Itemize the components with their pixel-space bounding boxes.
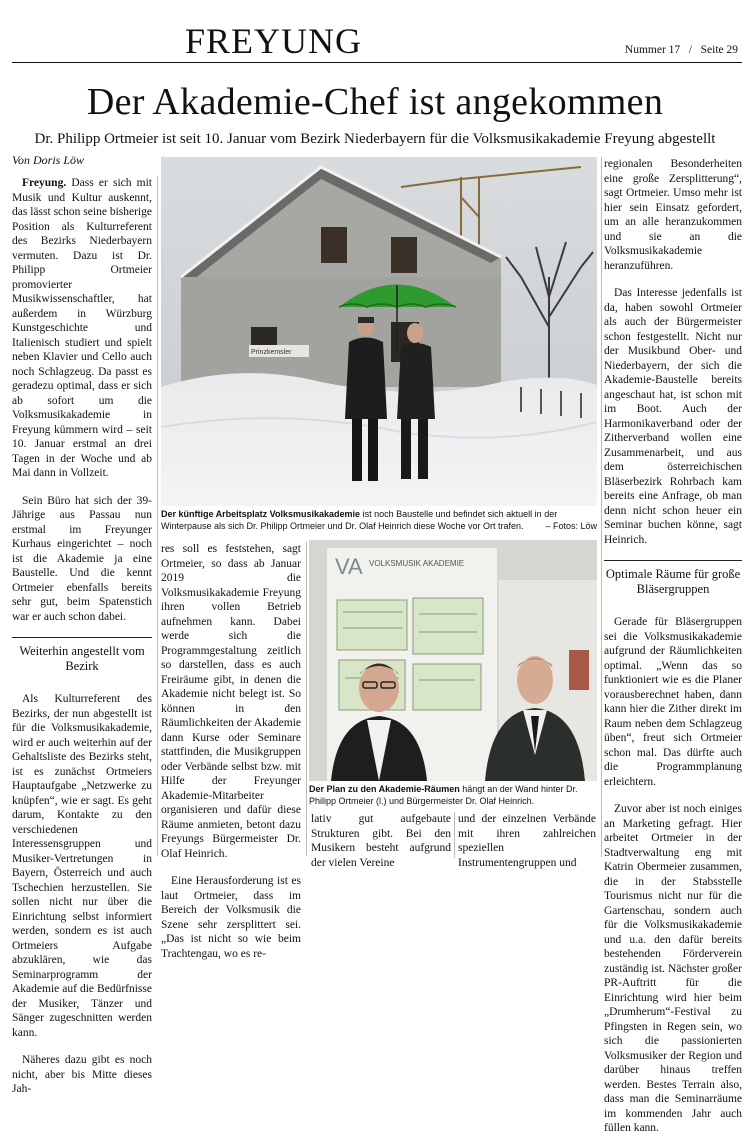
photo-2-caption: [309, 784, 597, 807]
column-divider: [306, 542, 307, 856]
issue-page-number: Nummer 17 / Seite 29: [624, 44, 738, 56]
masthead-rule: [12, 62, 742, 63]
paragraph: Näheres dazu gibt es noch nicht, aber bis Mitte dieses Jah-: [12, 1054, 152, 1095]
caption-text: ist noch Baustelle und befindet sich aktuell in der Winterpause als sich Dr. Philipp Ortmeier und Dr. Olaf Heinrich diese Woche vor Ort trafen.: [161, 509, 558, 531]
poster-title: VOLKSMUSIK AKADEMIE: [369, 559, 465, 568]
lead-paragraph: [12, 176, 152, 481]
headline: Der Akademie-Chef ist angekommen: [86, 81, 664, 123]
caption-text: hängt an der Wand hinter Dr. Philipp Ortmeier (l.) und Bürgermeister Dr. Olaf Heinrich.: [309, 784, 578, 806]
caption-bold: Der Plan zu den Akademie-Räumen: [309, 784, 460, 794]
crosshead-2: Optimale Räume für große Bläsergruppen: [604, 560, 742, 605]
paragraph: und der einzelnen Verbände mit ihren zahlreichen speziellen Instrumentengruppen und: [458, 813, 596, 869]
photo-construction-site: [161, 157, 597, 506]
photo-credit: – Fotos: Löw: [545, 520, 597, 531]
paragraph: regionalen Besonderheiten eine große Zersplitterung“, sagt Ortmeier. Umso mehr ist hier sein Einsatz gefordert, um an alle heranzukommen und sie an die Volksmusikakademie heranzuführen.: [604, 158, 742, 272]
caption-bold: Der künftige Arbeitsplatz Volksmusikakademie: [161, 509, 361, 519]
paragraph: Zuvor aber ist noch einiges an Marketing gefragt. Hier arbeitet Ortmeier in der Stadtverwaltung eng mit Katrin Obermeier zusammen, die in der Stabsstelle Tourismus nicht nur für die Gartenschau, sondern auch für die Volksmusikakademie und u.a. den dafür bereits bestehenden Förderverein zuständig ist. Nächster großer PR-Auftritt für die Einrichtung wird hier beim „Drumherum“-Festival zu Pfingsten in Regen sein, wo sich die passionierten Volksmusiker der Region und darüber hinaus treffen werden. Bestes Terrain also, dass man die Seminarräume im kommenden Jahr auch füllen kann.: [604, 803, 742, 1134]
paragraph: lativ gut aufgebaute Strukturen gibt. Bei den Musikern besteht aufgrund der vielen Vereine: [311, 813, 451, 869]
column-1: [12, 176, 152, 1097]
byline: Von Doris Löw: [12, 153, 85, 167]
paragraph-text: Dass er sich mit Musik und Kultur auskennt, das lässt schon seine bisherige Position als Kulturreferent des Bezirks Niederbayern vermuten. Dazu ist Dr. Philipp Ortmeier promovierter Musikwissenschaftler, hat außerdem in Würzburg Kunstgeschichte und Italienisch studiert und spielt neben Klavier und Cello auch noch Schlagzeug. Da passt es geradezu optimal, dass er sich ab sofort um die Volksmusikakademie in Freyung kümmern wird – seit 10. Januar erstmal an drei Tagen in der Woche und ab Mai dann in Vollzeit.: [12, 177, 152, 479]
column-5: [604, 157, 742, 1136]
subhead: Dr. Philipp Ortmeier ist seit 10. Januar vom Bezirk Niederbayern für die Volksmusikakademie Freyung abgestellt: [34, 131, 716, 147]
paragraph: Das Interesse jedenfalls ist da, haben sowohl Ortmeier als auch der Bürgermeister schon festgestellt. Nicht nur der Musikbund Ober- und Niederbayern, der sich die Akademie-Baustelle bereits angeschaut hat, ist schon mit im Boot. Auch der Harmonikaverband oder der Zitherverband wollen eine Zusammenarbeit, und aus dem österreichischen Bläserbezirk Rohrbach kam bereits eine Anfrage, ob man denn nicht schon heuer ein Seminar buchen könne, sagt Heinrich.: [604, 287, 742, 546]
column-2: [161, 542, 301, 961]
crosshead-1: Weiterhin angestellt vom Bezirk: [12, 637, 152, 682]
photo-plan: [309, 540, 597, 781]
photo-construction-site-image: [161, 157, 597, 506]
column-divider: [157, 176, 158, 856]
dateline: Freyung.: [22, 177, 67, 189]
paragraph: Als Kulturreferent des Bezirks, der nun abgestellt ist für die Volksmusikakademie, wird er auch weiterhin auf der Gehaltsliste des Bezirks steht, ist es zunächst Ortmeiers Hauptaufgabe „Netzwerke zu knüpfen“, wie er sagt. Es geht darum, Kontakte zu den verschiedenen Interessensgruppen und Musiker-Vertretungen in Bayern, Österreich und auch Tschechien herzustellen. Sie sollen nicht nur über die Einrichtung selbst informiert werden, sondern es ist auch Ortmeiers Aufgabe abzuklären, wie das Seminarprogramm der Akademie auf die Bedürfnisse der Musiker, Tänzer und Sänger zugeschnitten werden kann.: [12, 693, 152, 1039]
column-3: [311, 812, 451, 870]
paragraph: Eine Herausforderung ist es laut Ortmeier, dass im Bereich der Volksmusik die Szene sehr zersplittert sei. „Das ist nicht so wie beim Trachtengau, wo es re-: [161, 875, 301, 960]
masthead: [0, 0, 750, 64]
poster-logo: VA: [335, 554, 363, 579]
section-name: FREYUNG: [185, 21, 363, 61]
column-4: [458, 812, 596, 870]
photo-plan-image: [309, 540, 597, 781]
paragraph: Gerade für Bläsergruppen sei die Volksmusikakademie aufgrund der Räumlichkeiten optimal. „Wenn das so funktioniert wie es die Planer vorausberechnet haben, dann kann hier die Zither direkt im Raum neben dem Schlagzeug üben“, freut sich Ortmeier schon mal. Das dürfte auch die Programmplanung erleichtern.: [604, 616, 742, 788]
column-divider: [601, 157, 602, 857]
photo-1-caption: [161, 509, 597, 532]
site-sign-text: Prinzkemsler: [251, 349, 292, 356]
column-divider: [454, 812, 455, 858]
paragraph: res soll es feststehen, sagt Ortmeier, so dass ab Januar 2019 die Volksmusikakademie Freyung ihren vollen Betrieb aufnehmen kann. Dabei werde sich die Programmgestaltung zeitlich so darstellen, dass es auch Freiräume gibt, in denen die Akademie nicht belegt ist. So können in den Räumlichkeiten der Akademie dann Kurse oder Seminare stattfinden, die Musikgruppen oder Verbände selbst bzw. mit Hilfe der Freyunger Akademie-Mitarbeiter organisieren und dafür diese Räume anmieten, betont dazu Freyungs Bürgermeister Dr. Olaf Heinrich.: [161, 543, 301, 860]
paragraph: Sein Büro hat sich der 39-Jährige aus Passau nun erstmal im Freyunger Kurhaus eingerichtet – noch ist die Akademie ja eine Baustelle. Und die kennt Ortmeier ebenfalls bereits sehr gut, beim Spatenstich war er auch schon dabei.: [12, 494, 152, 623]
